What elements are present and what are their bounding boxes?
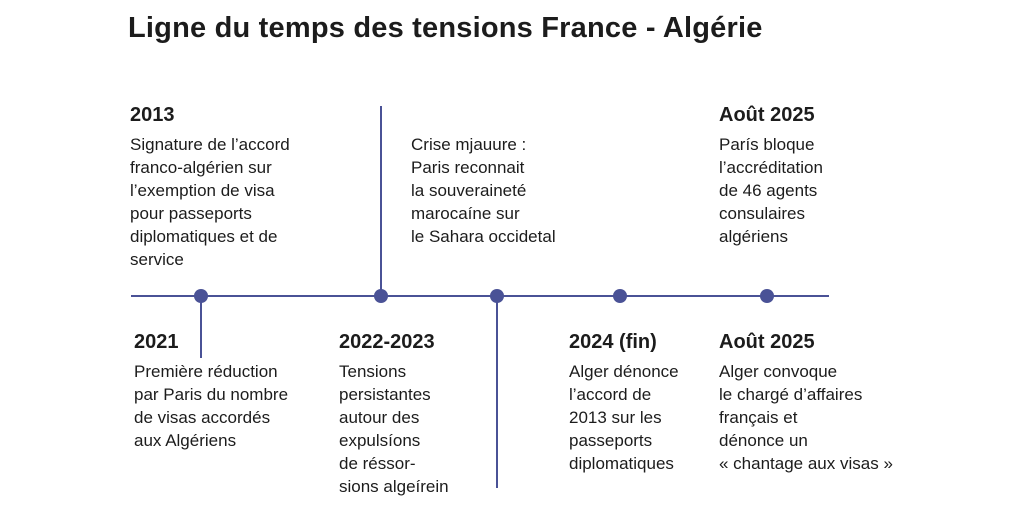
event-description: Crise mjauure : Paris reconnait la souveraineté marocaíne sur le Sahara occidetal bbox=[411, 135, 556, 246]
event-description: Tensions persistantes autour des expulsíons de réssor- sions algeírein bbox=[339, 362, 449, 496]
connector-line-2021 bbox=[200, 296, 202, 358]
event-2024-fin bbox=[569, 330, 679, 475]
timeline-dot-2025 bbox=[760, 289, 774, 303]
event-2021 bbox=[134, 330, 288, 452]
event-year: 2013 bbox=[130, 104, 175, 126]
event-description: Première réduction par Paris du nombre de visas accordés aux Algériens bbox=[134, 362, 289, 450]
event-aout-2025-accreditation bbox=[719, 103, 823, 248]
event-year: 2022-2023 bbox=[339, 331, 435, 353]
timeline-axis bbox=[131, 295, 829, 297]
event-2013 bbox=[130, 103, 290, 271]
timeline-dot-2021 bbox=[194, 289, 208, 303]
connector-line-2022-2023 bbox=[496, 296, 498, 488]
event-crise-majeure bbox=[411, 133, 556, 248]
event-description: Alger dénonce l’accord de 2013 sur les passeports diplomatiques bbox=[569, 362, 679, 473]
event-aout-2025-convocation bbox=[719, 330, 893, 475]
event-description: Alger convoque le chargé d’affaires français et dénonce un « chantage aux visas » bbox=[719, 362, 893, 473]
timeline-dot-crise bbox=[374, 289, 388, 303]
event-description: París bloque l’accréditation de 46 agents consulaires algériens bbox=[719, 135, 823, 246]
event-year: 2024 (fin) bbox=[569, 331, 657, 353]
event-description: Signature de l’accord franco-algérien sur l’exemption de visa pour passeports diplomatiques et de service bbox=[130, 135, 290, 269]
timeline-dot-2024 bbox=[613, 289, 627, 303]
event-year: Août 2025 bbox=[719, 331, 815, 353]
connector-line-crise bbox=[380, 106, 382, 296]
timeline-dot-2022-2023 bbox=[490, 289, 504, 303]
event-year: Août 2025 bbox=[719, 104, 815, 126]
event-year: 2021 bbox=[134, 331, 179, 353]
event-2022-2023 bbox=[339, 330, 449, 498]
diagram-title: Ligne du temps des tensions France - Algérie bbox=[128, 12, 763, 44]
